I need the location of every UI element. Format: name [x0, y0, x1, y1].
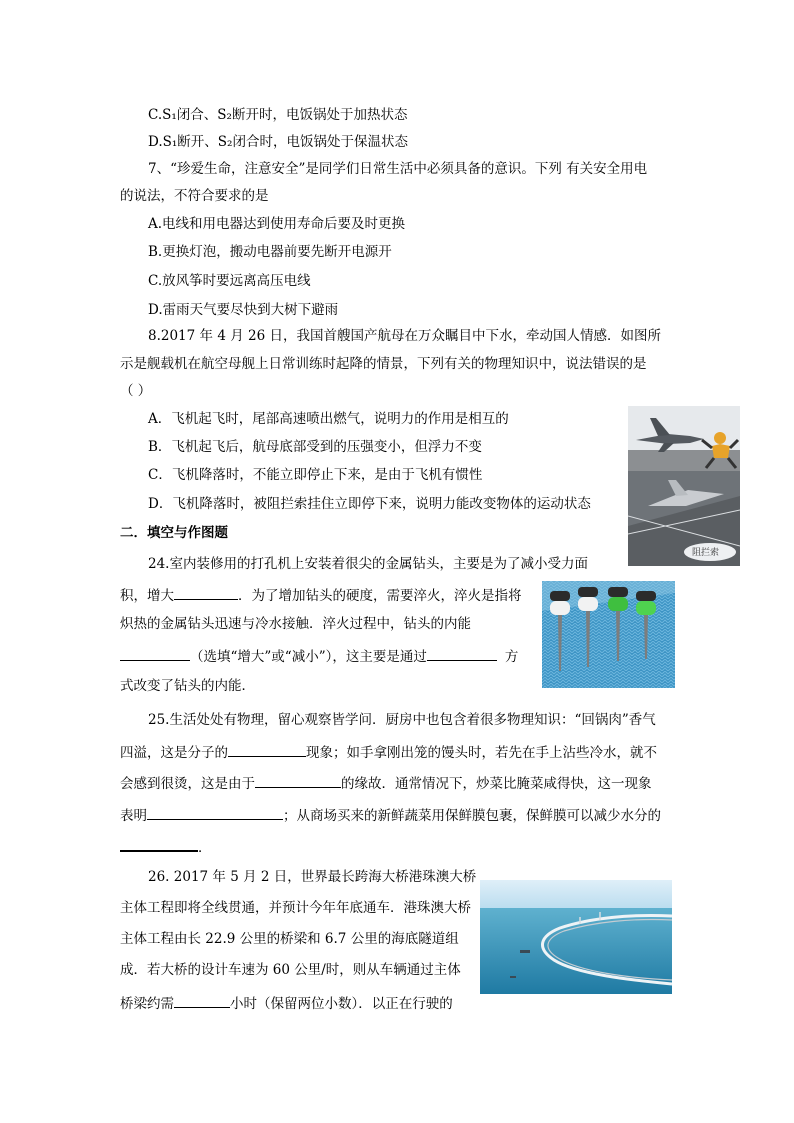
q8-stem-line1: 8.2017 年 4 月 26 日，我国首艘国产航母在万众瞩目中下水，牵动国人情感．如图所 — [148, 328, 661, 344]
q8-stem-line2: 示是舰载机在航空母舰上日常训练时起降的情景，下列有关的物理知识中，说法错误的是 — [120, 356, 647, 372]
q25-line3-end: 的缘故．通常情况下，炒菜比腌菜咸得快，这一现象 — [341, 776, 652, 792]
q26-line4: 成．若大桥的设计车速为 60 公里/时，则从车辆通过主体 — [120, 962, 461, 978]
sea-bridge-image — [480, 880, 672, 994]
q25-line2-start: 四溢，这是分子的 — [120, 745, 228, 761]
q25-blank-1[interactable] — [228, 742, 306, 757]
q24-line1: 24.室内装修用的打孔机上安装着很尖的金属钻头，主要是为了减小受力面 — [148, 556, 588, 572]
q7-stem-line2: 的说法，不符合要求的是 — [120, 188, 269, 204]
q7-option-c: C.放风筝时要远离高压电线 — [148, 273, 311, 289]
q25-line5-end: ． — [198, 840, 212, 856]
arresting-cable-label: 阻拦索 — [692, 548, 720, 558]
q24-line2 — [120, 585, 522, 605]
q26-line1: 26. 2017 年 5 月 2 日，世界最长跨海大桥港珠澳大桥 — [148, 869, 477, 885]
q25-blank-3[interactable] — [147, 805, 283, 820]
q6-option-d: D.S₁断开、S₂闭合时，电饭锅处于保温状态 — [148, 134, 408, 150]
drill-bits-image — [542, 581, 675, 688]
q24-line4 — [120, 646, 518, 666]
q8-stem-line3: （ ） — [120, 383, 152, 399]
q26-line5 — [120, 993, 453, 1013]
q7-option-a: A.电线和用电器达到使用寿命后要及时更换 — [148, 216, 406, 232]
q25-line3-start: 会感到很烫，这是由于 — [120, 776, 255, 792]
q26-line3: 主体工程由长 22.9 公里的桥梁和 6.7 公里的海底隧道组 — [120, 931, 459, 947]
q26-line2: 主体工程即将全线贯通，并预计今年年底通车．港珠澳大桥 — [120, 900, 471, 916]
q26-blank-1[interactable] — [174, 993, 230, 1008]
q25-line5 — [120, 836, 212, 857]
q6-option-c: C.S₁闭合、S₂断开时，电饭锅处于加热状态 — [148, 107, 408, 123]
q25-line3 — [120, 773, 652, 793]
q24-blank-2[interactable] — [120, 646, 190, 661]
q25-line4-start: 表明 — [120, 808, 147, 824]
q7-option-b: B.更换灯泡，搬动电器前要先断开电源开 — [148, 244, 392, 260]
q8-option-d: D．飞机降落时，被阻拦索挂住立即停下来，说明力能改变物体的运动状态 — [148, 496, 591, 512]
q25-line1: 25.生活处处有物理，留心观察皆学问．厨房中也包含着很多物理知识：“回锅肉”香气 — [148, 712, 656, 728]
q8-option-b: B．飞机起飞后，航母底部受到的压强变小，但浮力不变 — [148, 439, 482, 455]
q24-blank-3[interactable] — [427, 646, 497, 661]
q24-line3: 炽热的金属钻头迅速与冷水接触．淬火过程中，钻头的内能 — [120, 616, 471, 632]
q25-line2-end: 现象；如手拿刚出笼的馒头时，若先在手上沾些冷水，就不 — [306, 745, 657, 761]
q26-line5-start: 桥梁约需 — [120, 996, 174, 1012]
q24-line4-mid: （选填“增大”或“减小”），这主要是通过 — [190, 649, 427, 665]
q24-line2-end: ．为了增加钻头的硬度，需要淬火，淬火是指将 — [238, 588, 522, 604]
q7-option-d: D.雷雨天气要尽快到大树下避雨 — [148, 302, 339, 318]
carrier-aircraft-image — [628, 406, 740, 566]
q24-line4-end: 方 — [504, 649, 519, 665]
q25-line4-end: ；从商场买来的新鲜蔬菜用保鲜膜包裹，保鲜膜可以减少水分的 — [283, 808, 661, 824]
q26-line5-end: 小时（保留两位小数）．以正在行驶的 — [230, 996, 453, 1012]
q25-blank-4[interactable] — [120, 836, 198, 852]
q25-blank-2[interactable] — [255, 773, 341, 788]
q8-option-a: A．飞机起飞时，尾部高速喷出燃气，说明力的作用是相互的 — [148, 411, 509, 427]
q24-line5: 式改变了钻头的内能． — [120, 678, 255, 694]
q8-option-c: C．飞机降落时，不能立即停止下来，是由于飞机有惯性 — [148, 467, 483, 483]
q24-line2-start: 积，增大 — [120, 588, 174, 604]
section2-title: 二．填空与作图题 — [120, 525, 228, 541]
q24-blank-1[interactable] — [174, 585, 238, 600]
q7-stem-line1: 7、“珍爱生命，注意安全”是同学们日常生活中必须具备的意识。下列 有关安全用电 — [148, 161, 648, 177]
q25-line4 — [120, 805, 661, 825]
q25-line2 — [120, 742, 657, 762]
